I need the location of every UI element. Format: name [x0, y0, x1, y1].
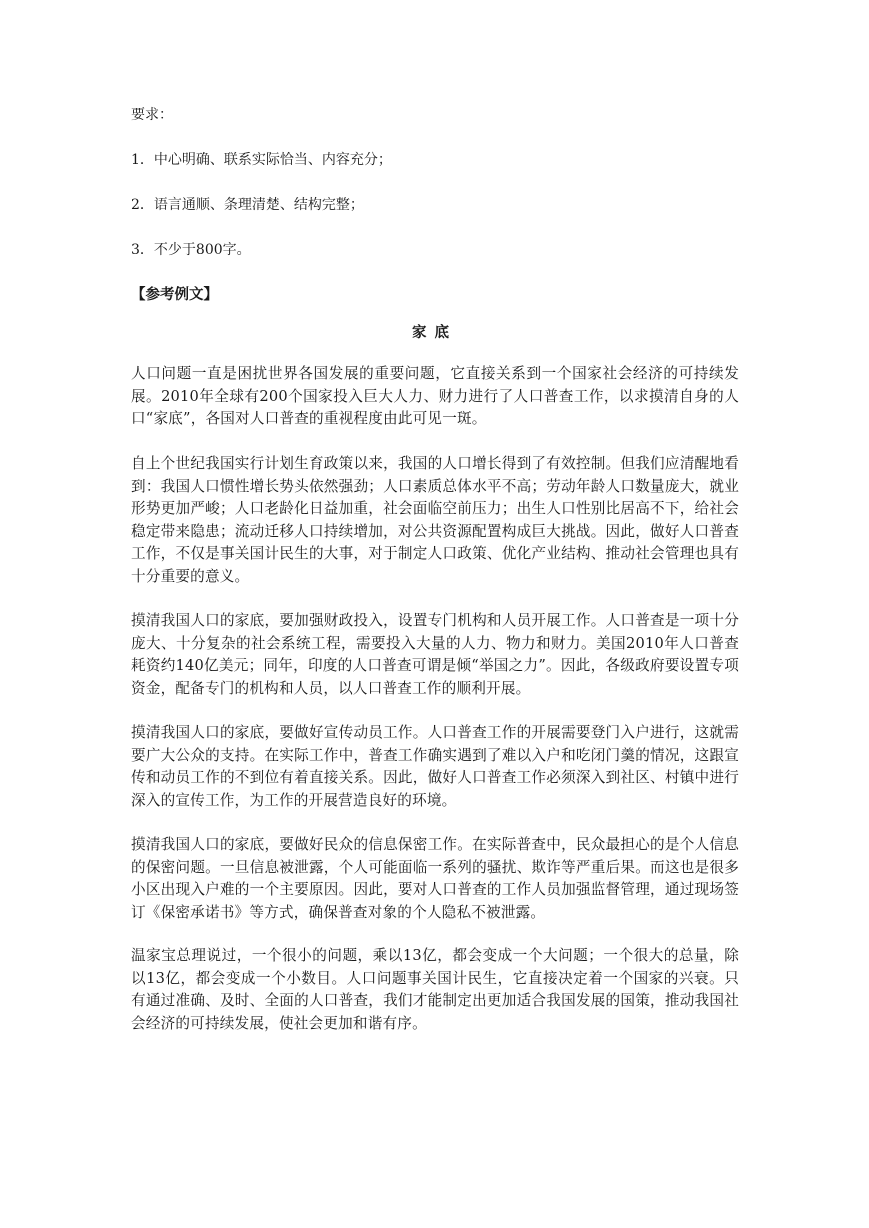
essay-paragraph-3: 摸清我国人口的家底，要加强财政投入，设置专门机构和人员开展工作。人口普查是一项十分庞大、十分复杂的社会系统工程，需要投入大量的人力、物力和财力。美国2010年人口普查耗资约140亿美元；同年，印度的人口普查可谓是倾“举国之力”。因此，各级政府要设置专项资金，配备专门的机构和人员，以人口普查工作的顺利开展。 — [131, 612, 739, 697]
essay-paragraph-5: 摸清我国人口的家底，要做好民众的信息保密工作。在实际普查中，民众最担心的是个人信息的保密问题。一旦信息被泄露，个人可能面临一系列的骚扰、欺诈等严重后果。而这也是很多小区出现入户难的一个主要原因。因此，要对人口普查的工作人员加强监督管理，通过现场签订《保密承诺书》等方式，确保普查对象的个人隐私不被泄露。 — [131, 836, 739, 921]
requirements-heading: 要求： — [131, 107, 173, 123]
requirement-item-2: 2．语言通顺、条理清楚、结构完整； — [131, 197, 364, 213]
reference-essay-label: 【参考例文】 — [131, 286, 218, 303]
essay-paragraph-2: 自上个世纪我国实行计划生育政策以来，我国的人口增长得到了有效控制。但我们应清醒地看到：我国人口惯性增长势头依然强劲；人口素质总体水平不高；劳动年龄人口数量庞大，就业形势更加严峻；人口老龄化日益加重，社会面临空前压力；出生人口性别比居高不下，给社会稳定带来隐患；流动迁移人口持续增加，对公共资源配置构成巨大挑战。因此，做好人口普查工作，不仅是事关国计民生的大事，对于制定人口政策、优化产业结构、推动社会管理也具有十分重要的意义。 — [131, 455, 739, 585]
essay-title: 家底 — [412, 324, 457, 341]
requirement-item-1: 1．中心明确、联系实际恰当、内容充分； — [131, 152, 392, 168]
requirement-item-3: 3．不少于800字。 — [131, 242, 251, 258]
essay-paragraph-6: 温家宝总理说过，一个很小的问题，乘以13亿，都会变成一个大问题；一个很大的总量，除以13亿，都会变成一个小数目。人口问题事关国计民生，它直接决定着一个国家的兴衰。只有通过准确、及时、全面的人口普查，我们才能制定出更加适合我国发展的国策，推动我国社会经济的可持续发展，使社会更加和谐有序。 — [131, 947, 739, 1032]
essay-paragraph-4: 摸清我国人口的家底，要做好宣传动员工作。人口普查工作的开展需要登门入户进行，这就需要广大公众的支持。在实际工作中，普查工作确实遇到了难以入户和吃闭门羹的情况，这跟宣传和动员工作的不到位有着直接关系。因此，做好人口普查工作必须深入到社区、村镇中进行深入的宣传工作，为工作的开展营造良好的环境。 — [131, 724, 739, 809]
essay-paragraph-1: 人口问题一直是困扰世界各国发展的重要问题，它直接关系到一个国家社会经济的可持续发展。2010年全球有200个国家投入巨大人力、财力进行了人口普查工作，以求摸清自身的人口“家底”，各国对人口普查的重视程度由此可见一斑。 — [131, 365, 739, 427]
